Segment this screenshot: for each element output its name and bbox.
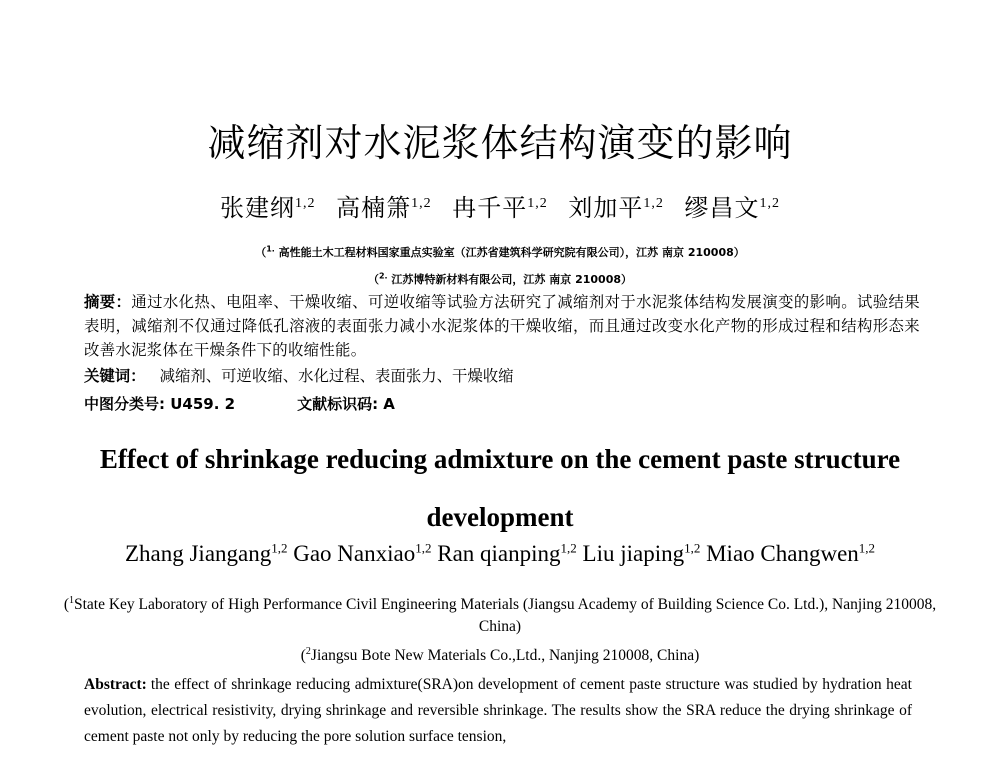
english-author: Zhang Jiangang$^{1,2}$	[124, 540, 288, 566]
english-author: Liu jiaping$^{1,2}$	[582, 540, 701, 566]
english-affiliation-1: ($^1$State Key Laboratory of High Performance Civil Engineering Materials (Jiangsu Academy of Building Science Co. Ltd.), Nanjing 210008, China)	[63, 595, 937, 636]
english-abstract-text: the effect of shrinkage reducing admixture(SRA)on development of cement paste structure was studied by hydration heat evolution, electrical resistivity, drying shrinkage and reversible shrinkage. The results show the SRA reduce the drying shrinkage of cement paste not only by reducing the pore solution surface tension,	[84, 676, 912, 745]
chinese-keywords-text: 减缩剂、可逆收缩、水化过程、表面张力、干燥收缩	[159, 367, 514, 385]
classification-line	[84, 393, 920, 414]
english-author: Miao Changwen$^{1,2}$	[706, 540, 876, 566]
chinese-author-list	[0, 188, 1000, 223]
document-code: 文献标识码: A	[297, 395, 395, 413]
chinese-abstract-text: 通过水化热、电阻率、干燥收缩、可逆收缩等试验方法研究了减缩剂对于水泥浆体结构发展演变的影响。试验结果表明，减缩剂不仅通过降低孔溶液的表面张力减小水泥浆体的干燥收缩，而且通过改变水化产物的形成过程和结构形态来改善水泥浆体在干燥条件下的收缩性能。	[84, 293, 920, 359]
english-author-list	[0, 540, 1000, 567]
chinese-affiliation-1: （$^{1.}$ 高性能土木工程材料国家重点实验室（江苏省建筑科学研究院有限公司），江苏 南京 210008）	[255, 244, 745, 259]
chinese-title: 减缩剂对水泥浆体结构演变的影响	[207, 121, 793, 165]
english-title: Effect of shrinkage reducing admixture on the cement paste structure development	[99, 444, 901, 532]
chinese-abstract-label: 摘要：	[84, 293, 132, 311]
english-abstract	[84, 672, 912, 750]
chinese-affiliation-2: （$^{2.}$ 江苏博特新材料有限公司，江苏 南京 210008）	[367, 271, 633, 286]
chinese-author: 冉千平$^{1,2}$	[452, 194, 548, 222]
english-author: Ran qianping$^{1,2}$	[437, 540, 577, 566]
english-author: Gao Nanxiao$^{1,2}$	[293, 540, 432, 566]
chinese-keywords	[84, 364, 920, 386]
chinese-author: 高楠箫$^{1,2}$	[336, 194, 432, 222]
chinese-author: 张建纲$^{1,2}$	[219, 194, 316, 222]
chinese-author: 刘加平$^{1,2}$	[568, 194, 664, 222]
chinese-abstract	[84, 290, 920, 362]
english-abstract-label: Abstract:	[84, 676, 147, 693]
english-affiliation-2: ($^2$Jiangsu Bote New Materials Co.,Ltd., Nanjing 210008, China)	[300, 646, 700, 665]
chinese-author: 缪昌文$^{1,2}$	[684, 194, 781, 222]
chinese-keywords-label: 关键词：	[84, 367, 146, 385]
clc-number: 中图分类号: U459. 2	[84, 395, 236, 413]
